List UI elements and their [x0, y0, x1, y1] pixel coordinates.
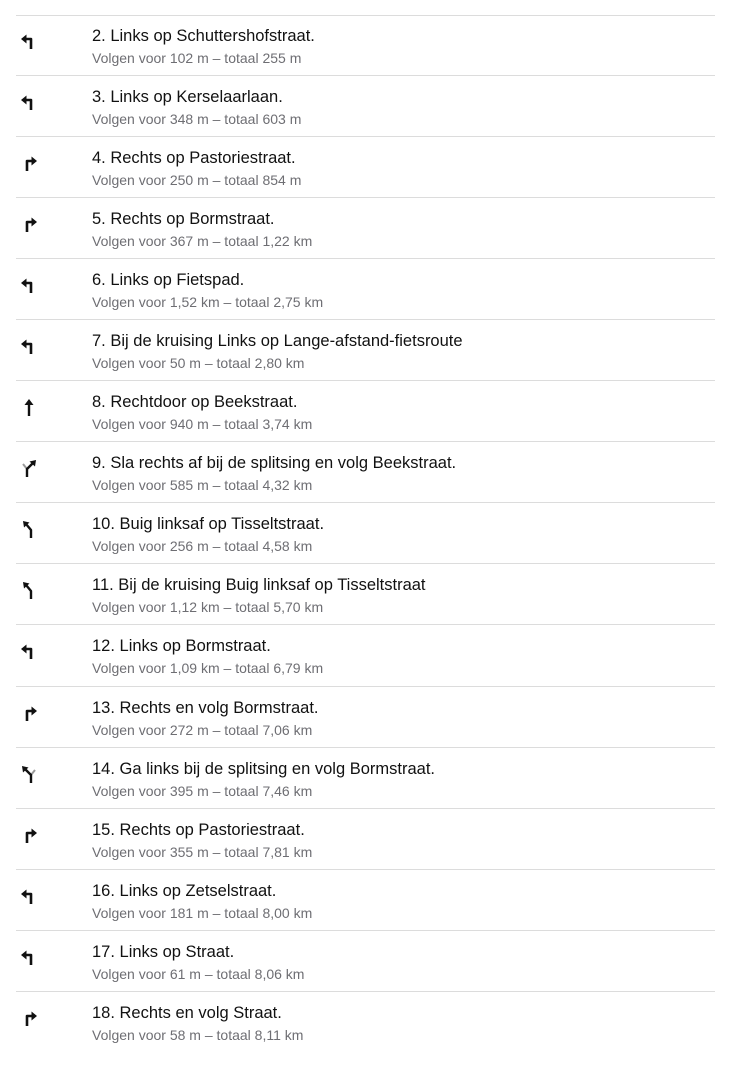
- turn-left-icon: [18, 30, 40, 52]
- step-instruction: 6. Links op Fietspad.: [92, 271, 245, 290]
- step-instruction: 2. Links op Schuttershofstraat.: [92, 27, 315, 45]
- turn-left-icon: [18, 946, 40, 968]
- step-distance: Volgen voor 181 m – totaal 8,00 km: [92, 904, 313, 921]
- step-instruction: 9. Sla rechts af bij de splitsing en volg Beekstraat.: [92, 454, 457, 473]
- direction-step[interactable]: [16, 137, 715, 198]
- step-distance: Volgen voor 348 m – totaal 603 m: [92, 111, 302, 128]
- direction-step[interactable]: [16, 625, 715, 686]
- straight-icon: [18, 396, 40, 418]
- turn-left-icon: [18, 91, 40, 113]
- step-instruction: 13. Rechts en volg Bormstraat.: [92, 698, 319, 717]
- step-instruction: 8. Rechtdoor op Beekstraat.: [92, 393, 298, 412]
- turn-left-icon: [18, 274, 40, 296]
- direction-step[interactable]: [16, 15, 715, 76]
- direction-step[interactable]: [16, 687, 715, 748]
- direction-step[interactable]: [16, 870, 715, 931]
- direction-step[interactable]: [16, 198, 715, 259]
- turn-right-icon: [18, 1007, 40, 1029]
- turn-left-icon: [18, 640, 40, 662]
- step-distance: Volgen voor 272 m – totaal 7,06 km: [92, 721, 313, 738]
- step-instruction: 15. Rechts op Pastoriestraat.: [92, 820, 305, 839]
- step-distance: Volgen voor 585 m – totaal 4,32 km: [92, 477, 313, 494]
- direction-step[interactable]: [16, 748, 715, 809]
- direction-step[interactable]: [16, 442, 715, 503]
- direction-step[interactable]: [16, 76, 715, 137]
- step-instruction: 16. Links op Zetselstraat.: [92, 881, 277, 900]
- direction-step[interactable]: [16, 809, 715, 870]
- step-distance: Volgen voor 1,09 km – totaal 6,79 km: [92, 660, 324, 677]
- fork-right-icon: [18, 457, 40, 479]
- step-instruction: 18. Rechts en volg Straat.: [92, 1003, 282, 1022]
- step-instruction: 10. Buig linksaf op Tisseltstraat.: [92, 515, 325, 534]
- turn-right-icon: [18, 824, 40, 846]
- turn-right-icon: [18, 702, 40, 724]
- step-distance: Volgen voor 102 m – totaal 255 m: [92, 50, 302, 66]
- directions-list: [16, 15, 715, 1053]
- turn-left-icon: [18, 885, 40, 907]
- fork-left-icon: [18, 763, 40, 785]
- step-instruction: 4. Rechts op Pastoriestraat.: [92, 149, 296, 168]
- direction-step[interactable]: [16, 381, 715, 442]
- step-instruction: 7. Bij de kruising Links op Lange-afstand-fietsroute: [92, 332, 463, 351]
- step-instruction: 11. Bij de kruising Buig linksaf op Tisseltstraat: [92, 576, 426, 595]
- step-distance: Volgen voor 50 m – totaal 2,80 km: [92, 355, 305, 372]
- step-instruction: 12. Links op Bormstraat.: [92, 637, 271, 656]
- step-distance: Volgen voor 256 m – totaal 4,58 km: [92, 538, 313, 555]
- step-distance: Volgen voor 250 m – totaal 854 m: [92, 172, 302, 189]
- step-distance: Volgen voor 1,52 km – totaal 2,75 km: [92, 294, 324, 311]
- direction-step[interactable]: [16, 503, 715, 564]
- step-distance: Volgen voor 395 m – totaal 7,46 km: [92, 782, 313, 799]
- direction-step[interactable]: [16, 992, 715, 1053]
- step-distance: Volgen voor 355 m – totaal 7,81 km: [92, 843, 313, 860]
- step-distance: Volgen voor 1,12 km – totaal 5,70 km: [92, 599, 324, 616]
- turn-right-icon: [18, 152, 40, 174]
- bear-left-icon: [18, 518, 40, 540]
- turn-left-icon: [18, 335, 40, 357]
- step-instruction: 14. Ga links bij de splitsing en volg Bormstraat.: [92, 759, 435, 778]
- turn-right-icon: [18, 213, 40, 235]
- step-distance: Volgen voor 58 m – totaal 8,11 km: [92, 1026, 304, 1043]
- step-instruction: 5. Rechts op Bormstraat.: [92, 210, 275, 229]
- step-distance: Volgen voor 940 m – totaal 3,74 km: [92, 416, 313, 433]
- step-instruction: 3. Links op Kerselaarlaan.: [92, 88, 283, 107]
- direction-step[interactable]: [16, 931, 715, 992]
- step-distance: Volgen voor 367 m – totaal 1,22 km: [92, 233, 313, 250]
- step-distance: Volgen voor 61 m – totaal 8,06 km: [92, 965, 305, 982]
- direction-step[interactable]: [16, 259, 715, 320]
- direction-step[interactable]: [16, 564, 715, 625]
- direction-step[interactable]: [16, 320, 715, 381]
- bear-left-icon: [18, 579, 40, 601]
- step-instruction: 17. Links op Straat.: [92, 942, 235, 961]
